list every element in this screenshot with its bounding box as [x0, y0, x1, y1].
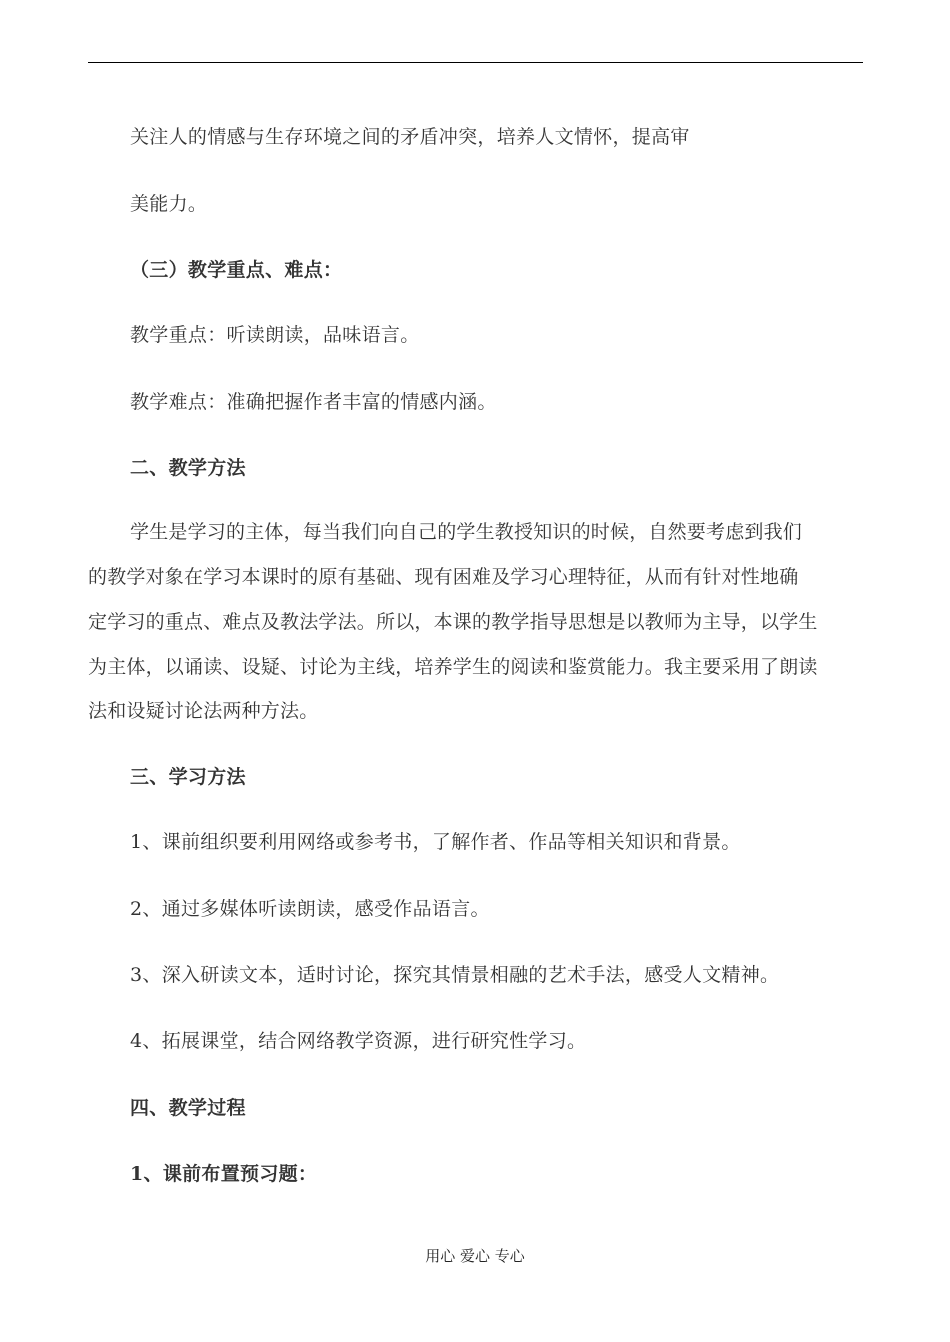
list-item: 4、拓展课堂，结合网络教学资源，进行研究性学习。	[130, 1030, 587, 1052]
section-heading-process: 四、教学过程	[130, 1097, 246, 1119]
paragraph-line: 法和设疑讨论法两种方法。	[88, 700, 319, 722]
page-footer: 用心 爱心 专心	[425, 1247, 525, 1265]
body-text-line: 美能力。	[130, 193, 208, 215]
header-rule	[88, 62, 863, 63]
list-item: 1、课前组织要利用网络或参考书，了解作者、作品等相关知识和背景。	[130, 831, 741, 853]
paragraph-line: 定学习的重点、难点及教法学法。所以，本课的教学指导思想是以教师为主导，以学生	[88, 611, 818, 633]
difficult-point-text: 教学难点：准确把握作者丰富的情感内涵。	[130, 391, 497, 413]
paragraph-line: 为主体，以诵读、设疑、讨论为主线，培养学生的阅读和鉴赏能力。我主要采用了朗读	[88, 656, 818, 678]
section-heading-learning: 三、学习方法	[130, 766, 246, 788]
section-heading-methods: 二、教学方法	[130, 457, 246, 479]
section-heading-keypoints: （三）教学重点、难点：	[130, 259, 343, 281]
methods-paragraph	[88, 519, 863, 722]
body-text-line: 关注人的情感与生存环境之间的矛盾冲突，培养人文情怀，提高审	[130, 126, 690, 148]
subheading-preview: 1、课前布置预习题：	[130, 1163, 318, 1185]
paragraph-line: 学生是学习的主体，每当我们向自己的学生教授知识的时候，自然要考虑到我们	[130, 521, 803, 543]
key-point-text: 教学重点：听读朗读，品味语言。	[130, 324, 420, 346]
list-item: 3、深入研读文本，适时讨论，探究其情景相融的艺术手法，感受人文精神。	[130, 964, 780, 986]
list-item: 2、通过多媒体听读朗读，感受作品语言。	[130, 898, 490, 920]
paragraph-line: 的教学对象在学习本课时的原有基础、现有困难及学习心理特征，从而有针对性地确	[88, 566, 799, 588]
